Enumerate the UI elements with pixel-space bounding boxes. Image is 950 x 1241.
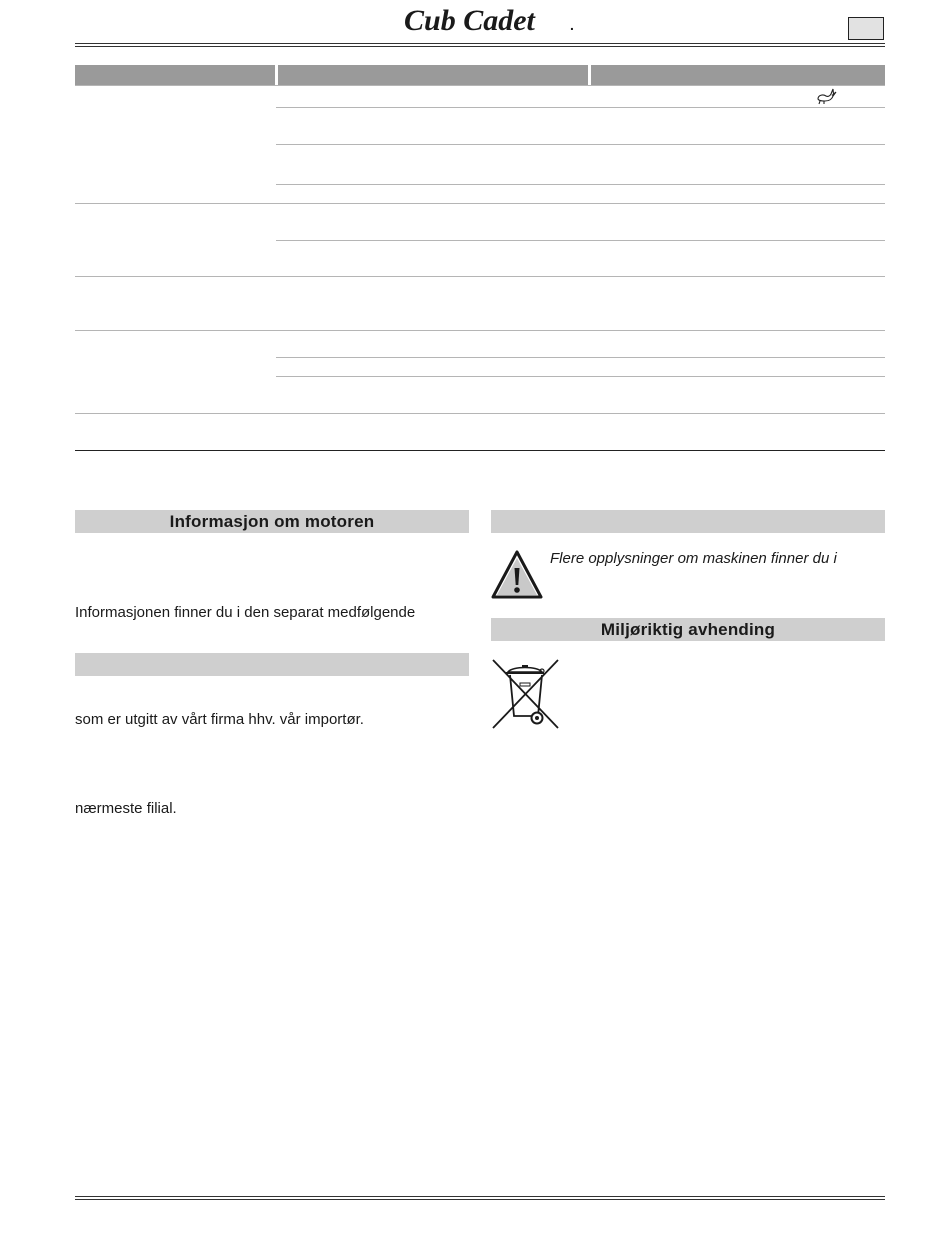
disposal-section-heading: Miljøriktig avhending — [491, 618, 885, 641]
service-section-heading — [75, 653, 469, 676]
table-row-divider — [276, 376, 885, 377]
table-row-divider — [276, 107, 885, 108]
table-row-divider — [276, 357, 885, 358]
header-rule — [75, 43, 885, 47]
brand-logo-text: Cub Cadet — [404, 4, 535, 37]
rabbit-icon — [815, 86, 837, 106]
table-row-divider — [75, 330, 885, 331]
brand-logo-graphic — [404, 2, 580, 38]
table-row-divider — [75, 276, 885, 277]
service-text-line: nærmeste filial. — [75, 800, 177, 817]
warning-triangle-icon — [491, 550, 543, 600]
engine-info-heading: Informasjon om motoren — [75, 510, 469, 533]
brand-logo-dot: . — [570, 17, 574, 33]
table-row-divider — [75, 85, 885, 86]
warning-text: Flere opplysninger om maskinen finner du i — [550, 550, 837, 567]
table-header-cell — [75, 65, 275, 85]
footer-rule — [75, 1196, 885, 1200]
table-header-cell — [591, 65, 885, 85]
table-header-cell — [278, 65, 588, 85]
table-row-divider — [276, 184, 885, 185]
info-section-heading — [491, 510, 885, 533]
table-row-divider — [75, 413, 885, 414]
table-row-divider — [75, 203, 885, 204]
table-bottom-rule — [75, 450, 885, 451]
table-row-divider — [276, 240, 885, 241]
language-tab-box — [848, 17, 884, 40]
crossed-out-wheelie-bin-icon — [490, 658, 560, 730]
table-row-divider — [276, 144, 885, 145]
service-text-line: som er utgitt av vårt firma hhv. vår importør. — [75, 711, 364, 728]
cub-cadet-logo — [404, 2, 580, 38]
engine-info-text: Informasjonen finner du i den separat medfølgende — [75, 604, 416, 621]
